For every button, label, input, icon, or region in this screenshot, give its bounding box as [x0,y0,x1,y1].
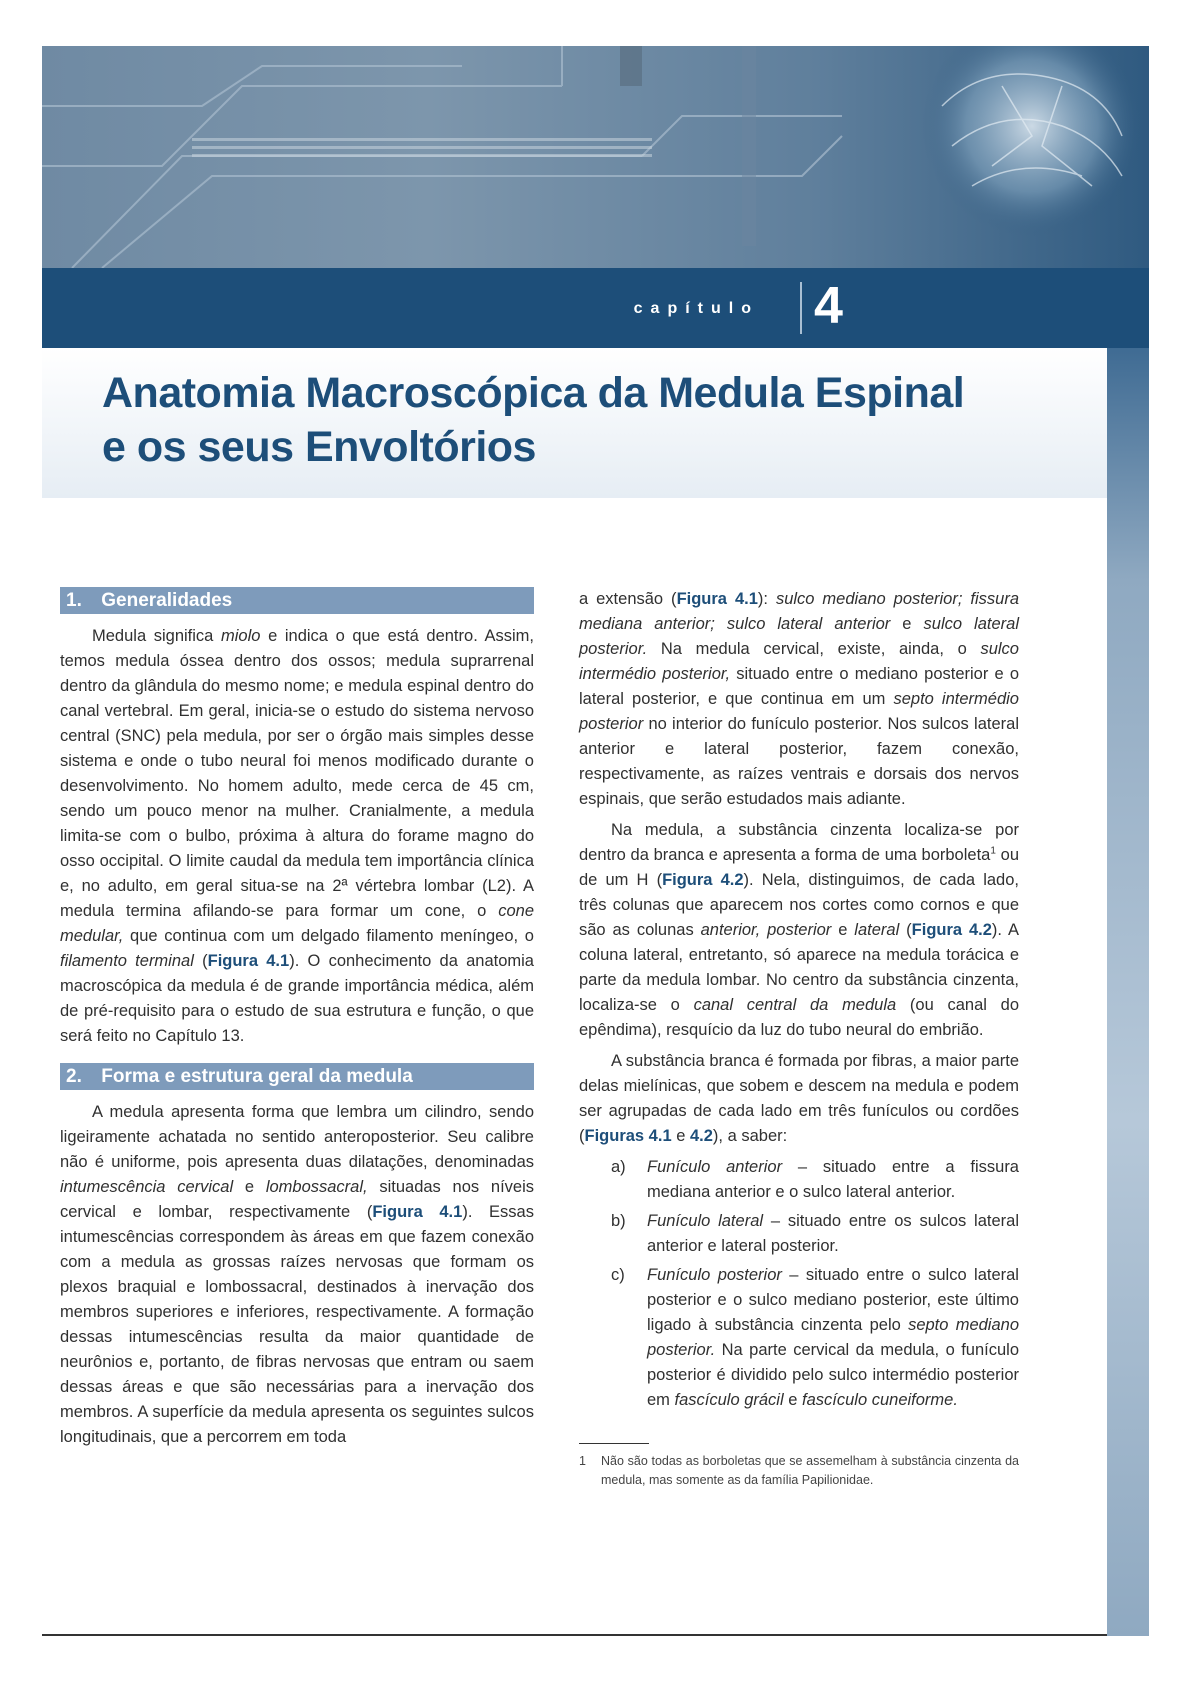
section-title: Generalidades [101,590,233,611]
list-item: c) Funículo posterior – situado entre o sulco lateral posterior e o sulco mediano posterior, este último ligado à substância cinzenta pelo septo mediano posterior. Na parte cervical da medula, o funículo posterior é dividido pelo sulco intermédio posterior em fascículo grácil e fascículo cuneiforme. [611,1266,1019,1409]
paragraph-substancia-branca: A substância branca é formada por fibras, a maior parte delas mielínicas, que sobem e descem na medula e podem ser agrupadas de cada lado em três funículos ou cordões (Figuras 4.1 e 4.2), a saber: [579,1052,1019,1145]
left-column [60,587,534,1456]
figure-ref: Figuras 4.1 [584,1127,672,1145]
section-title: Forma e estrutura geral da medula [101,1066,413,1087]
right-column [579,587,1019,1490]
circuit-brain-artwork [42,46,1149,268]
list-item: a) Funículo anterior – situado entre a fissura mediana anterior e o sulco lateral anterior. [611,1158,1019,1201]
footnote-number: 1 [579,1454,586,1468]
list-item: b) Funículo lateral – situado entre os sulcos lateral anterior e lateral posterior. [611,1212,1019,1255]
footnote-marker: 1 [990,845,996,857]
chapter-number: 4 [814,277,843,335]
bottom-rule [42,1634,1107,1636]
chapter-bar [42,268,1149,348]
chapter-divider [800,282,802,334]
figure-ref: Figura 4.1 [207,952,290,970]
page-title-line-2: e os seus Envoltórios [102,423,536,471]
paragraph-sulcos: a extensão (Figura 4.1): sulco mediano posterior; fissura mediana anterior; sulco lateral anterior e sulco lateral posterior. Na medula cervical, existe, ainda, o sulco intermédio posterior, situado entre o mediano posterior e o lateral posterior, e que continua em um septo intermédio posterior no interior do funículo posterior. Nos sulcos lateral anterior e lateral posterior, fazem conexão, respectivamente, as raízes ventrais e dorsais dos nervos espinais, que serão estudados mais adiante. [579,590,1020,808]
side-color-strip [1107,348,1149,1636]
chapter-label: capítulo [633,300,759,317]
section-number: 2. [66,1066,82,1087]
paragraph-generalidades: Medula significa miolo e indica o que está dentro. Assim, temos medula óssea dentro dos ossos; medula suprarrenal dentro da glândula do mesmo nome; e medula espinal dentro do canal vertebral. Em geral, inicia-se o estudo do sistema nervoso central (SNC) pela medula, por ser o órgão mais simples desse sistema e onde o tubo neural foi menos modificado durante o desenvolvimento. No homem adulto, mede cerca de 45 cm, sendo um pouco menor na mulher. Cranialmente, a medula limita-se com o bulbo, próxima à altura do forame magno do osso occipital. O limite caudal da medula tem importância clínica e, no adulto, em geral situa-se na 2ª vértebra lombar (L2). A medula termina afilando-se para formar um cone, o cone medular, que continua com um delgado filamento meníngeo, o filamento terminal (Figura 4.1). O conhecimento da anatomia macroscópica da medula é de grande importância médica, além de pré-requisito para o estudo de sua estrutura e função, o que será feito no Capítulo 13. [60,627,534,1045]
figure-ref: Figura 4.1 [676,590,758,608]
section-heading-forma [60,1063,534,1090]
footnote-text: Não são todas as borboletas que se assemelham à substância cinzenta da medula, mas somente as da família Papilionidae. [601,1454,1019,1487]
figure-ref: 4.2 [689,1127,713,1145]
section-number: 1. [66,590,82,611]
figure-ref: Figura 4.2 [662,871,744,889]
page-title-line-1: Anatomia Macroscópica da Medula Espinal [102,369,965,417]
footnote-rule [579,1443,649,1444]
title-band [42,348,1107,498]
figure-ref: Figura 4.1 [372,1203,463,1221]
section-heading-generalidades [60,587,534,614]
page-title [102,366,964,474]
paragraph-forma: A medula apresenta forma que lembra um cilindro, sendo ligeiramente achatada no sentido anteroposterior. Seu calibre não é uniforme, pois apresenta duas dilatações, denominadas intumescência cervical e lombossacral, situadas nos níveis cervical e lombar, respectivamente (Figura 4.1). Essas intumescências correspondem às áreas em que fazem conexão com a medula as grossas raízes nervosas que formam os plexos braquial e lombossacral, destinados à inervação dos membros superiores e inferiores, respectivamente. A formação dessas intumescências resulta da maior quantidade de neurônios e, portanto, de fibras nervosas que entram ou saem dessas áreas e que são necessárias para a inervação dos membros. A superfície da medula apresenta os seguintes sulcos longitudinais, que a percorrem em toda [60,1103,534,1446]
paragraph-substancia-cinzenta: Na medula, a substância cinzenta localiza-se por dentro da branca e apresenta a forma de uma borboleta$^1$ ou de um H (Figura 4.2). Nela, distinguimos, de cada lado, três colunas que aparecem nos cortes como cornos e que são as colunas anterior, posterior e lateral (Figura 4.2). A coluna lateral, entretanto, só aparece na medula torácica e parte da medula lombar. No centro da substância cinzenta, localiza-se o canal central da medula (ou canal do epêndima), resquício da luz do tubo neural do embrião. [579,821,1019,1039]
chapter-banner-image [42,46,1149,268]
footnote [579,1452,1019,1490]
figure-ref: Figura 4.2 [911,921,992,939]
